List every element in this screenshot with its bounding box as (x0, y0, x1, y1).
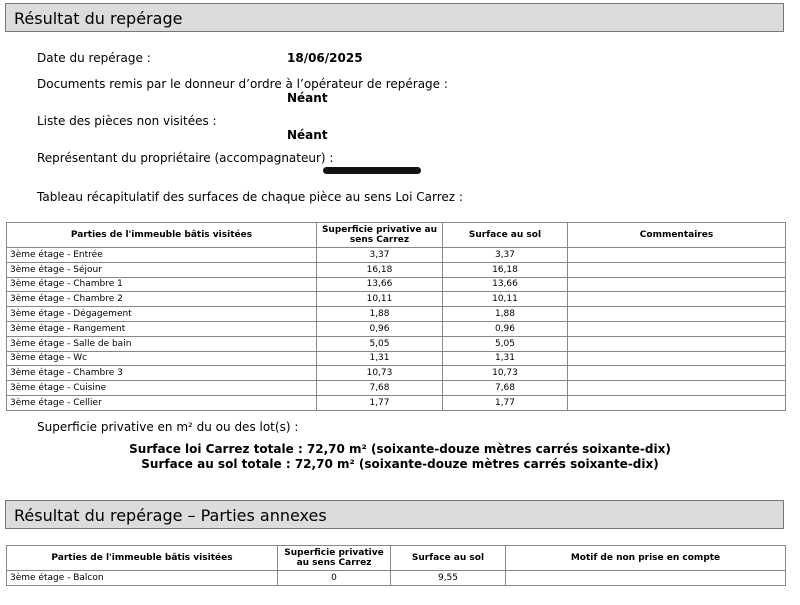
table-intro: Tableau récapitulatif des surfaces de chaque pièce au sens Loi Carrez : (37, 190, 463, 204)
sol-cell: 1,77 (443, 395, 568, 410)
superficie-label: Superficie privative en m² du ou des lot(s) : (37, 420, 299, 434)
room-cell: 3ème étage - Salle de bain (7, 336, 317, 351)
carrez-cell: 1,88 (317, 307, 443, 322)
date-label: Date du repérage : (37, 51, 151, 65)
room-cell: 3ème étage - Chambre 2 (7, 292, 317, 307)
carrez-cell: 1,77 (317, 395, 443, 410)
table-row (7, 262, 786, 277)
table-row (7, 321, 786, 336)
total-carrez: Surface loi Carrez totale : 72,70 m² (soixante-douze mètres carrés soixante-dix) (129, 442, 671, 456)
comment-cell (568, 351, 786, 366)
sol-cell: 10,11 (443, 292, 568, 307)
carrez-cell: 16,18 (317, 262, 443, 277)
sol-cell: 3,37 (443, 248, 568, 263)
sol-cell: 1,31 (443, 351, 568, 366)
column-header: Surface au sol (443, 223, 568, 248)
column-header: Motif de non prise en compte (506, 546, 786, 571)
sol-cell: 0,96 (443, 321, 568, 336)
room-cell: 3ème étage - Chambre 1 (7, 277, 317, 292)
sol-cell: 1,88 (443, 307, 568, 322)
comment-cell (568, 248, 786, 263)
section-header-annexes: Résultat du repérage – Parties annexes (5, 500, 784, 529)
room-cell: 3ème étage - Cellier (7, 395, 317, 410)
redaction-mark (323, 167, 421, 174)
column-header: Surface au sol (391, 546, 506, 571)
table-row (7, 336, 786, 351)
room-cell: 3ème étage - Rangement (7, 321, 317, 336)
comment-cell (568, 292, 786, 307)
comment-cell (568, 262, 786, 277)
comment-cell (568, 336, 786, 351)
room-cell: 3ème étage - Balcon (7, 571, 278, 586)
carrez-cell: 3,37 (317, 248, 443, 263)
room-cell: 3ème étage - Dégagement (7, 307, 317, 322)
column-header: Parties de l'immeuble bâtis visitées (7, 546, 278, 571)
carrez-cell: 10,73 (317, 366, 443, 381)
carrez-cell: 10,11 (317, 292, 443, 307)
table-row (7, 366, 786, 381)
carrez-cell: 0,96 (317, 321, 443, 336)
carrez-cell: 7,68 (317, 381, 443, 396)
representative-label: Représentant du propriétaire (accompagnateur) : (37, 151, 334, 165)
table-row (7, 351, 786, 366)
comment-cell (568, 307, 786, 322)
sol-cell: 5,05 (443, 336, 568, 351)
unvisited-rooms-label: Liste des pièces non visitées : (37, 114, 217, 128)
comment-cell (568, 381, 786, 396)
sol-cell: 13,66 (443, 277, 568, 292)
room-cell: 3ème étage - Chambre 3 (7, 366, 317, 381)
documents-value: Néant (287, 91, 328, 105)
room-cell: 3ème étage - Cuisine (7, 381, 317, 396)
comment-cell (568, 366, 786, 381)
comment-cell (568, 321, 786, 336)
table-row (7, 381, 786, 396)
sol-cell: 7,68 (443, 381, 568, 396)
room-cell: 3ème étage - Séjour (7, 262, 317, 277)
date-value: 18/06/2025 (287, 51, 363, 65)
sol-cell: 16,18 (443, 262, 568, 277)
room-cell: 3ème étage - Wc (7, 351, 317, 366)
room-cell: 3ème étage - Entrée (7, 248, 317, 263)
carrez-cell: 5,05 (317, 336, 443, 351)
table-row (7, 277, 786, 292)
column-header: Parties de l'immeuble bâtis visitées (7, 223, 317, 248)
table-row (7, 395, 786, 410)
comment-cell (568, 395, 786, 410)
carrez-cell: 0 (278, 571, 391, 586)
table-row (7, 571, 786, 586)
column-header: Superficie privative au sens Carrez (278, 546, 391, 571)
table-row (7, 292, 786, 307)
column-header: Superficie privative au sens Carrez (317, 223, 443, 248)
comment-cell (506, 571, 786, 586)
documents-label: Documents remis par le donneur d’ordre à l’opérateur de repérage : (37, 77, 448, 91)
sol-cell: 10,73 (443, 366, 568, 381)
column-header: Commentaires (568, 223, 786, 248)
table-row (7, 248, 786, 263)
comment-cell (568, 277, 786, 292)
table-row (7, 307, 786, 322)
sol-cell: 9,55 (391, 571, 506, 586)
carrez-cell: 1,31 (317, 351, 443, 366)
carrez-table (6, 222, 786, 411)
total-sol: Surface au sol totale : 72,70 m² (soixante-douze mètres carrés soixante-dix) (141, 457, 659, 471)
carrez-cell: 13,66 (317, 277, 443, 292)
unvisited-rooms-value: Néant (287, 128, 328, 142)
annexes-table (6, 545, 786, 586)
section-header-result: Résultat du repérage (5, 3, 784, 32)
